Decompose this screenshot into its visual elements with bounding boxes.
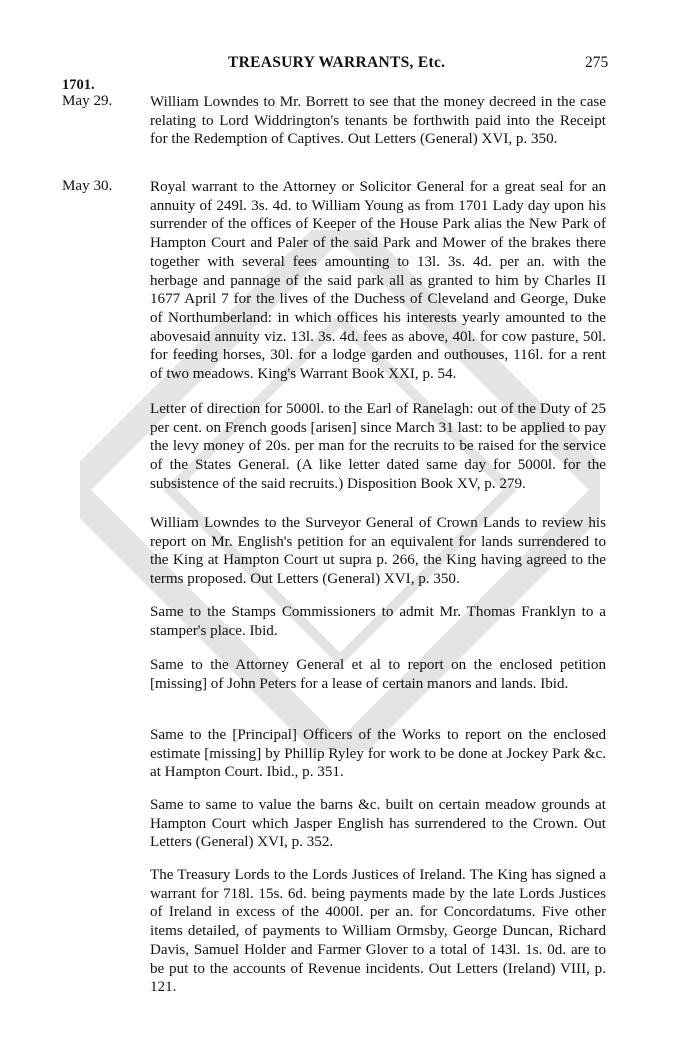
running-title: TREASURY WARRANTS, Etc. xyxy=(228,54,446,71)
entry-text: Same to the [Principal] Officers of the Works to report on the enclosed estimate [missing] by Phillip Ryley for work to be done at Jockey Park &c. at Hampton Court. Ibid., p. 351. xyxy=(150,727,606,781)
year-heading: 1701. xyxy=(62,77,95,93)
entry-text: William Lowndes to Mr. Borrett to see that the money decreed in the case relating to Lord Widdrington's tenants be forthwith paid into the Receipt for the Redemption of Captives. Out Letters (General) XVI, p. 350. xyxy=(150,94,606,148)
entry-text: The Treasury Lords to the Lords Justices of Ireland. The King has signed a warrant for 718l. 15s. 6d. being payments made by the late Lords Justices of Ireland in excess of the 4000l. per an. for Concordatums. Five other items detailed, of payments to William Ormsby, George Duncan, Richard Davis, Samuel Holder and Farmer Glover to a total of 143l. 1s. 0d. are to be put to the accounts of Revenue incidents. Out Letters (Ireland) VIII, p. 121. xyxy=(150,867,606,996)
page-number: 275 xyxy=(585,54,609,71)
running-header xyxy=(0,54,674,76)
entry-text: Royal warrant to the Attorney or Solicitor General for a great seal for an annuity of 249l. 3s. 4d. to William Young as from 1701 Lady day upon his surrender of the offices of Keeper of the House Park alias the New Park of Hampton Court and Paler of the said Park and Mower of the brakes there together with several fees amounting to 13l. 3s. 4d. per an. with the herbage and pannage of the said park all as granted to him by Charles II 1677 April 7 for the lives of the Duchess of Cleveland and George, Duke of Northumberland: in which offices his interests yearly amounted to the abovesaid annuity viz. 13l. 3s. 4d. fees as above, 40l. for cow pasture, 50l. for feeding horses, 30l. for a lodge garden and outhouses, 116l. for a rent of two meadows. King's Warrant Book XXI, p. 54. xyxy=(150,179,606,383)
entry-date: May 30. xyxy=(62,178,113,194)
entry-date: May 29. xyxy=(62,93,113,109)
entry-text: William Lowndes to the Surveyor General of Crown Lands to review his report on Mr. English's petition for an equivalent for lands surrendered to the King at Hampton Court ut supra p. 266, the King having agreed to the terms proposed. Out Letters (General) XVI, p. 350. xyxy=(150,515,606,588)
entry-text: Same to the Stamps Commissioners to admit Mr. Thomas Franklyn to a stamper's place. Ibid. xyxy=(150,604,606,639)
entry-text: Letter of direction for 5000l. to the Earl of Ranelagh: out of the Duty of 25 per cent. on French goods [arisen] since March 31 last: to be applied to pay the levy money of 20s. per man for the recruits to be raised for the service of the States General. (A like letter dated same day for 5000l. for the subsistence of the said recruits.) Disposition Book XV, p. 279. xyxy=(150,401,606,492)
entry-text: Same to the Attorney General et al to report on the enclosed petition [missing] of John Peters for a lease of certain manors and lands. Ibid. xyxy=(150,657,606,692)
entry-text: Same to same to value the barns &c. built on certain meadow grounds at Hampton Court which Jasper English has surrendered to the Crown. Out Letters (General) XVI, p. 352. xyxy=(150,797,606,851)
